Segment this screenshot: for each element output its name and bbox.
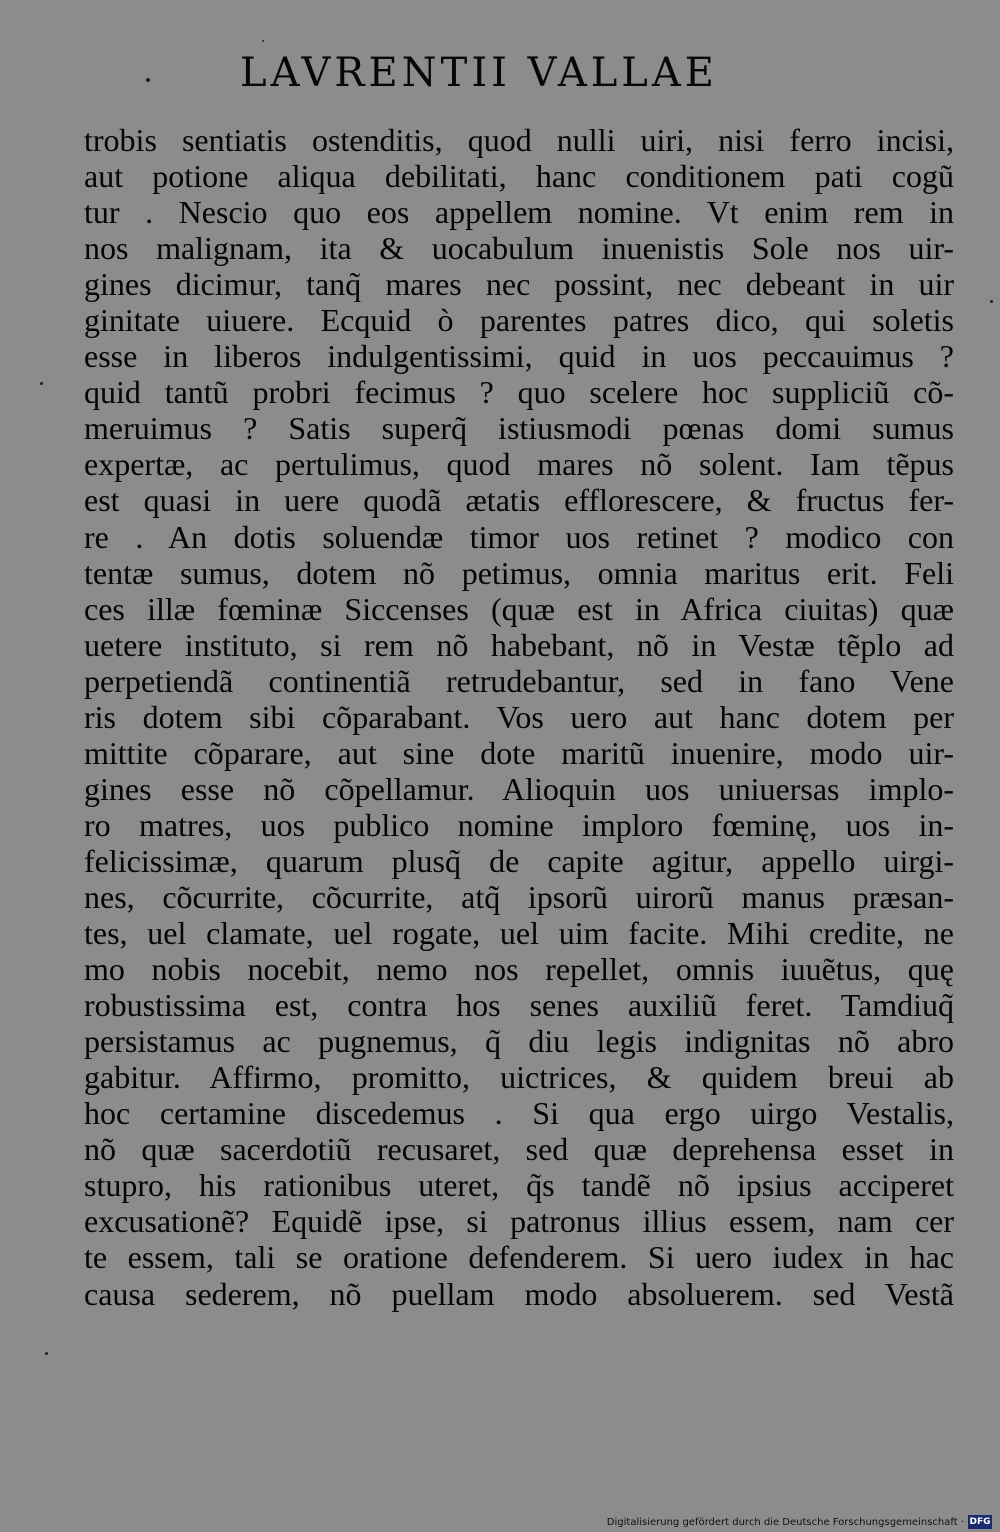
text-line: mo nobis nocebit, nemo nos repellet, omnis iuuẽtus, quę: [84, 951, 954, 988]
footer-bar: [0, 1510, 1000, 1532]
scan-speck: [45, 1352, 48, 1355]
running-head: LAVRENTII VALLAE: [240, 50, 718, 96]
scan-speck: [40, 382, 43, 385]
text-line: re . An dotis soluendæ timor uos retinet ? modico con: [84, 518, 954, 555]
text-line: causa sederem, nõ puellam modo absoluerem. sed Vestã: [84, 1275, 954, 1312]
text-line: meruimus ? Satis superq̃ istiusmodi pœnas domi sumus: [84, 410, 954, 447]
text-line: esse in liberos indulgentissimi, quid in uos peccauimus ?: [84, 338, 954, 375]
text-line: te essem, tali se oratione defenderem. Si uero iudex in hac: [84, 1239, 954, 1276]
text-line: tentæ sumus, dotem nõ petimus, omnia maritus erit. Feli: [84, 554, 954, 591]
text-line: quid tantũ probri fecimus ? quo scelere hoc suppliciũ cõ-: [84, 374, 954, 411]
text-line: ro matres, uos publico nomine imploro fœminę, uos in-: [84, 806, 954, 843]
text-block: [84, 122, 954, 1312]
text-line: ginitate uiuere. Ecquid ò parentes patres dico, qui soletis: [84, 302, 954, 339]
text-line: tur . Nescio quo eos appellem nomine. Vt enim rem in: [84, 194, 954, 231]
text-line: est quasi in uere quodã ætatis efflorescere, & fructus fer-: [84, 482, 954, 519]
text-line: excusationẽ? Equidẽ ipse, si patronus illius essem, nam cer: [84, 1203, 954, 1240]
scan-speck: [990, 300, 993, 303]
text-line: nes, cõcurrite, cõcurrite, atq̃ ipsorũ uirorũ manus præsan-: [84, 878, 954, 915]
text-line: gines dicimur, tanq̃ mares nec possint, nec debeant in uir: [84, 266, 954, 303]
scan-speck: [262, 40, 264, 42]
text-line: hoc certamine discedemus . Si qua ergo uirgo Vestalis,: [84, 1095, 954, 1132]
scan-speck: [146, 78, 150, 82]
text-line: persistamus ac pugnemus, q̃ diu legis indignitas nõ abro: [84, 1023, 954, 1060]
text-line: uetere instituto, si rem nõ habebant, nõ in Vestæ tẽplo ad: [84, 626, 954, 663]
text-line: ces illæ fœminæ Siccenses (quæ est in Africa ciuitas) quæ: [84, 590, 954, 627]
text-line: stupro, his rationibus uteret, q̃s tandẽ nõ ipsius acciperet: [84, 1167, 954, 1204]
text-line: gines esse nõ cõpellamur. Alioquin uos uniuersas implo-: [84, 770, 954, 807]
text-line: nõ quæ sacerdotiũ recusaret, sed quæ deprehensa esset in: [84, 1131, 954, 1168]
text-line: felicissimæ, quarum plusq̃ de capite agitur, appello uirgi-: [84, 842, 954, 879]
digitization-credit: Digitalisierung gefördert durch die Deutsche Forschungsgemeinschaft ·: [606, 1517, 964, 1528]
text-line: gabitur. Affirmo, promitto, uictrices, & quidem breui ab: [84, 1059, 954, 1096]
dfg-logo: DFG: [969, 1517, 991, 1527]
text-line: mittite cõparare, aut sine dote maritũ inuenire, modo uir-: [84, 734, 954, 771]
text-line: nos malignam, ita & uocabulum inuenistis Sole nos uir-: [84, 230, 954, 267]
text-line: robustissima est, contra hos senes auxiliũ feret. Tamdiuq̃: [84, 987, 954, 1024]
text-line: perpetiendã continentiã retrudebantur, sed in fano Vene: [84, 662, 954, 699]
text-line: expertæ, ac pertulimus, quod mares nõ solent. Iam tẽpus: [84, 446, 954, 483]
text-line: ris dotem sibi cõparabant. Vos uero aut hanc dotem per: [84, 698, 954, 735]
text-line: tes, uel clamate, uel rogate, uel uim facite. Mihi credite, ne: [84, 915, 954, 952]
text-line: aut potione aliqua debilitati, hanc conditionem pati cogũ: [84, 158, 954, 195]
text-line: trobis sentiatis ostenditis, quod nulli uiri, nisi ferro incisi,: [84, 122, 954, 158]
